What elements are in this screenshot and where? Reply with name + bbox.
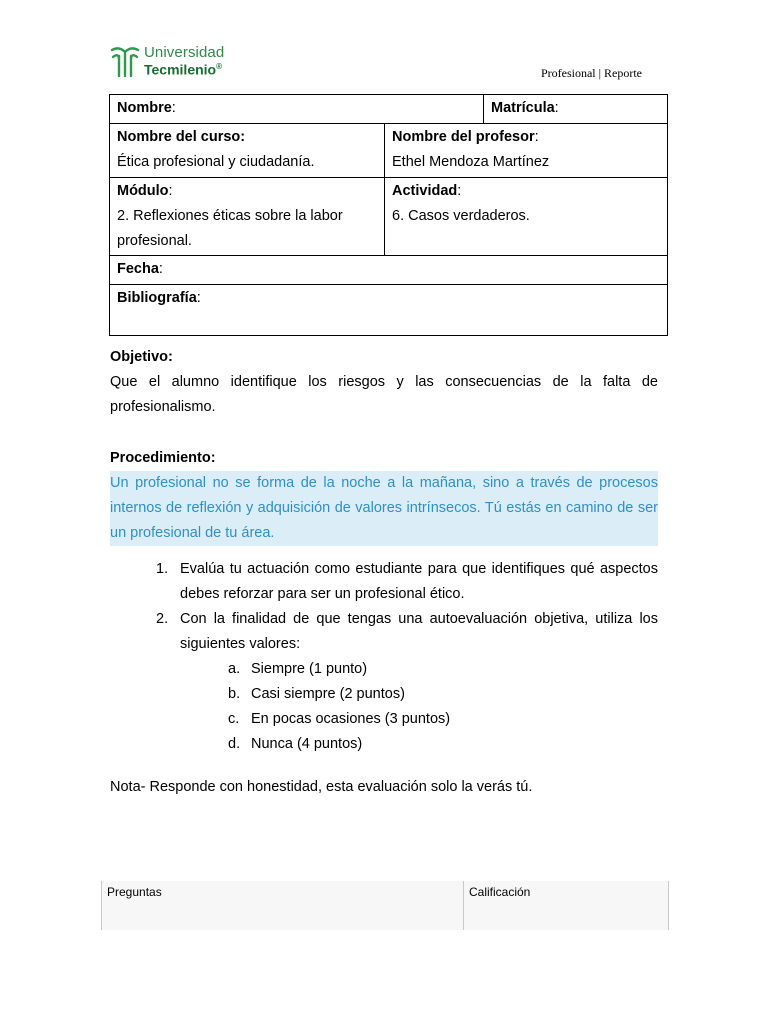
curso-cell	[110, 124, 385, 178]
objetivo-section	[110, 345, 658, 420]
list-item: b. Casi siempre (2 puntos)	[228, 686, 405, 702]
student-info-table	[109, 94, 668, 336]
list-item: c. En pocas ocasiones (3 puntos)	[228, 711, 451, 727]
curso-value: Ética profesional y ciudadanía.	[117, 154, 315, 170]
modulo-cell: Módulo: 2. Reflexiones éticas sobre la labor profesional.	[110, 178, 385, 256]
actividad-label: Actividad	[392, 183, 458, 199]
logo-registered-mark: ®	[216, 61, 222, 71]
nota-text: Nota- Responde con honestidad, esta evaluación solo la verás tú.	[110, 779, 533, 795]
fecha-label: Fecha	[117, 261, 159, 277]
nombre-label: Nombre	[117, 100, 172, 116]
modulo-label: Módulo	[117, 183, 169, 199]
procedimiento-section	[110, 446, 658, 800]
bibliografia-label: Bibliografía	[117, 290, 197, 306]
university-logo	[110, 44, 224, 78]
actividad-value: 6. Casos verdaderos.	[392, 208, 530, 224]
calificacion-header: Calificación	[469, 885, 531, 899]
questions-table	[101, 881, 669, 930]
procedimiento-intro: Un profesional no se forma de la noche a la mañana, sino a través de procesos internos de reflexión y adquisición de valores intrínsecos. Tú estás en camino de ser un profesional de tu área.	[110, 471, 658, 546]
nombre-cell[interactable]: Nombre:	[110, 95, 484, 124]
list-item: 1. Evalúa tu actuación como estudiante para que identifiques qué aspectos debes reforzar para ser un profesional ético.	[156, 561, 658, 602]
matricula-cell[interactable]: Matrícula:	[484, 95, 668, 124]
logo-university-text: Universidad	[144, 43, 225, 61]
profesor-value: Ethel Mendoza Martínez	[392, 154, 550, 170]
steps-list	[110, 557, 658, 657]
modulo-value: 2. Reflexiones éticas sobre la labor profesional.	[117, 208, 343, 249]
curso-label: Nombre del curso:	[117, 129, 246, 145]
profesor-cell: Nombre del profesor: Ethel Mendoza Martínez	[385, 124, 668, 178]
procedimiento-title: Procedimiento:	[110, 450, 216, 466]
objetivo-text: Que el alumno identifique los riesgos y las consecuencias de la falta de profesionalismo.	[110, 374, 658, 415]
list-item: 2. Con la finalidad de que tengas una autoevaluación objetiva, utiliza los siguientes valores:	[156, 611, 658, 652]
objetivo-title: Objetivo:	[110, 349, 173, 365]
matricula-label: Matrícula	[491, 100, 555, 116]
logo-tecmilenio-text: Tecmilenio	[144, 61, 217, 78]
document-type-label: Profesional | Reporte	[540, 66, 642, 80]
list-item: d. Nunca (4 puntos)	[228, 736, 363, 752]
fecha-cell[interactable]: Fecha:	[110, 256, 668, 285]
bibliografia-cell[interactable]: Bibliografía:	[110, 285, 668, 336]
tecmilenio-logo-icon	[110, 44, 140, 78]
values-list	[110, 657, 658, 757]
actividad-cell: Actividad: 6. Casos verdaderos.	[385, 178, 668, 256]
list-item: a. Siempre (1 punto)	[228, 661, 368, 677]
preguntas-header: Preguntas	[102, 881, 464, 930]
profesor-label: Nombre del profesor	[392, 129, 535, 145]
